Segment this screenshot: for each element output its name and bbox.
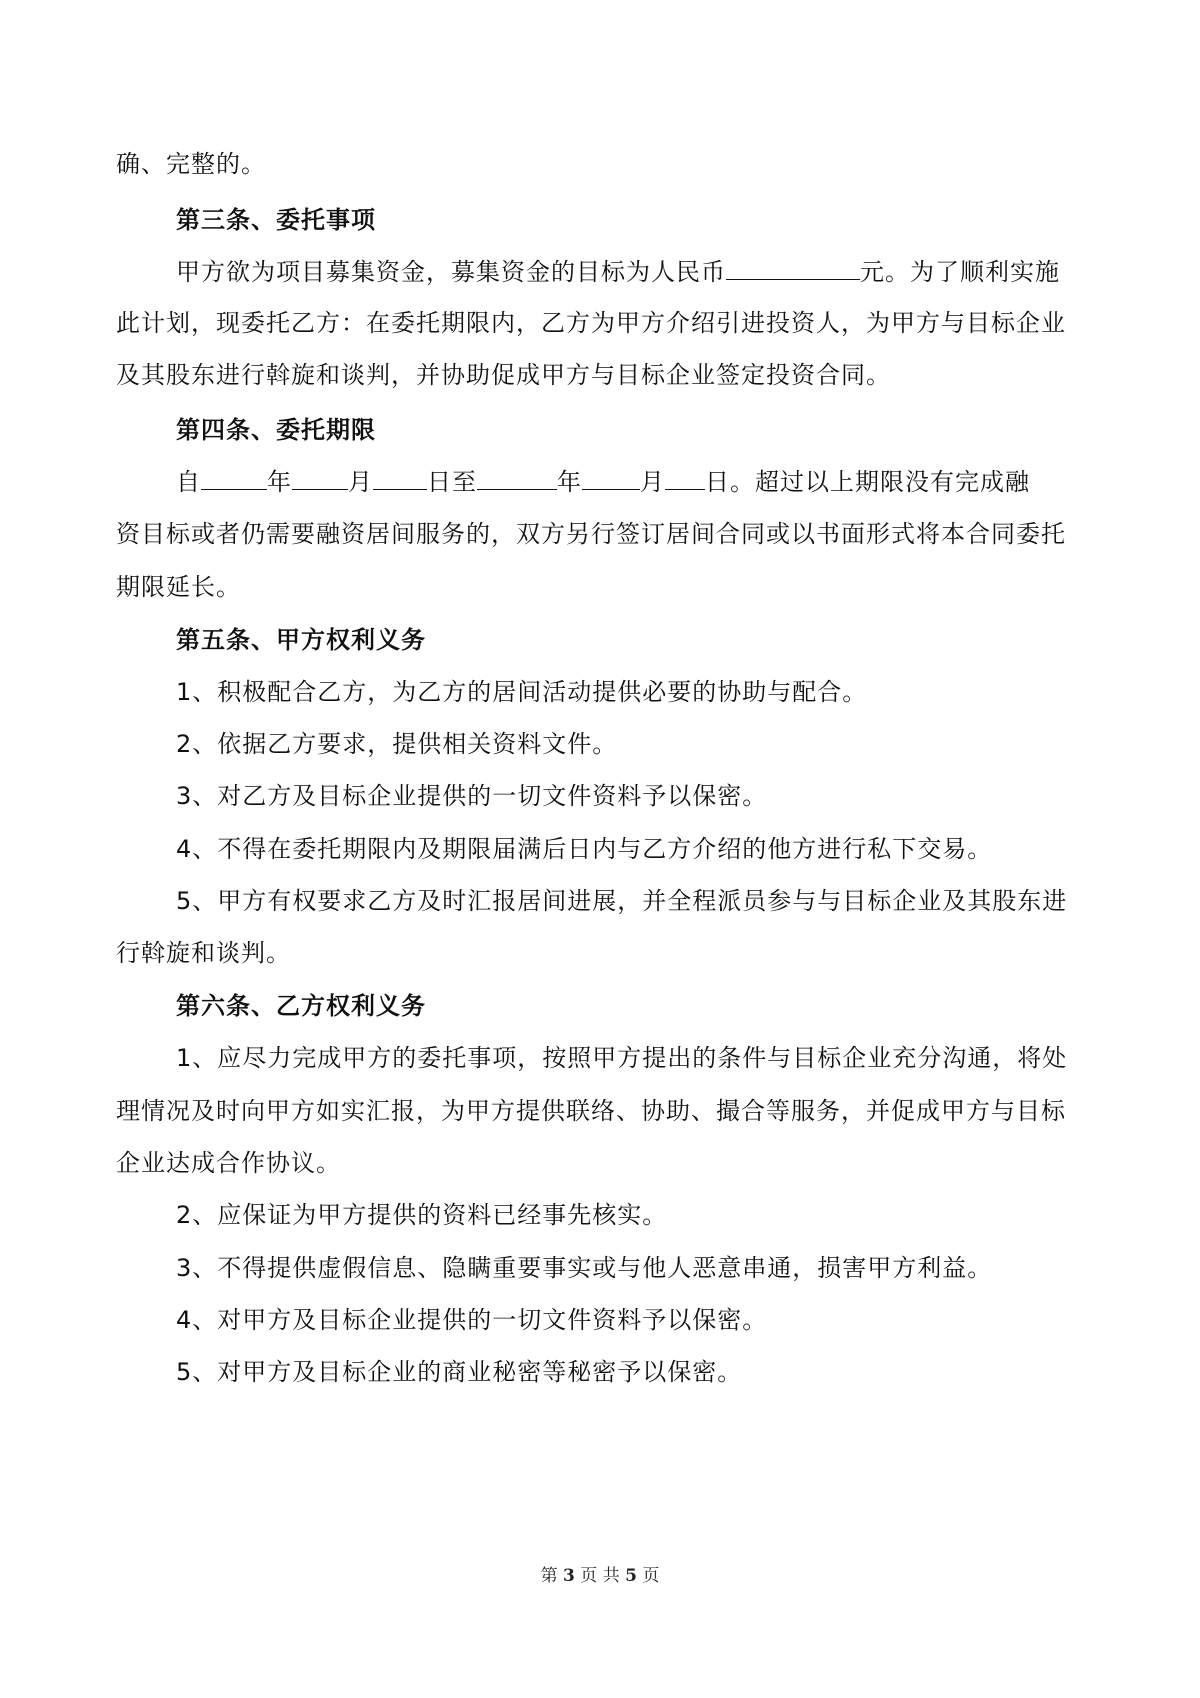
current-page-number: 3 xyxy=(563,1566,575,1586)
paragraph-line: 甲方欲为项目募集资金，募集资金的目标为人民币 元。为了顺利实施 xyxy=(0,252,1200,292)
paragraph-line: 期限延长。 xyxy=(116,573,241,601)
paragraph-line: 资目标或者仍需要融资居间服务的，双方另行签订居间合同或以书面形式将本合同委托 xyxy=(116,520,1066,548)
footer-prefix: 第 xyxy=(540,1566,558,1586)
end-day-blank xyxy=(665,463,705,490)
page-footer xyxy=(0,1564,1200,1588)
list-item: 1、积极配合乙方，为乙方的居间活动提供必要的协助与配合。 xyxy=(176,678,868,706)
list-item: 2、应保证为甲方提供的资料已经事先核实。 xyxy=(176,1201,668,1229)
list-item-continuation: 理情况及时向甲方如实汇报，为甲方提供联络、协助、撮合等服务，并促成甲方与目标 xyxy=(116,1097,1066,1125)
section-heading-5: 第五条、甲方权利义务 xyxy=(176,626,426,654)
list-item-continuation: 企业达成合作协议。 xyxy=(116,1149,341,1177)
section-heading-4: 第四条、委托期限 xyxy=(176,416,376,444)
amount-blank xyxy=(726,253,860,280)
list-item: 5、对甲方及目标企业的商业秘密等秘密予以保密。 xyxy=(176,1358,743,1386)
list-item: 3、不得提供虚假信息、隐瞒重要事实或与他人恶意串通，损害甲方利益。 xyxy=(176,1254,993,1282)
end-month-blank xyxy=(582,463,640,490)
list-item: 2、依据乙方要求，提供相关资料文件。 xyxy=(176,730,618,758)
list-item: 5、甲方有权要求乙方及时汇报居间进展，并全程派员参与与目标企业及其股东进 xyxy=(176,887,1068,915)
start-month-blank xyxy=(292,463,348,490)
footer-suffix: 页 xyxy=(642,1566,660,1586)
start-year-blank xyxy=(201,463,267,490)
list-item: 1、应尽力完成甲方的委托事项，按照甲方提出的条件与目标企业充分沟通，将处 xyxy=(176,1044,1068,1072)
paragraph-line: 自 年 月 日至 年 月 日。超过以上期限没有完成融 xyxy=(0,462,1200,502)
footer-middle: 页 共 xyxy=(580,1566,620,1586)
paragraph-line: 此计划，现委托乙方：在委托期限内，乙方为甲方介绍引进投资人，为甲方与目标企业 xyxy=(116,309,1066,337)
list-item: 4、不得在委托期限内及期限届满后日内与乙方介绍的他方进行私下交易。 xyxy=(176,835,993,863)
list-item: 3、对乙方及目标企业提供的一切文件资料予以保密。 xyxy=(176,782,768,810)
paragraph-line: 确、完整的。 xyxy=(116,150,266,178)
total-page-number: 5 xyxy=(625,1566,637,1586)
paragraph-line: 及其股东进行斡旋和谈判，并协助促成甲方与目标企业签定投资合同。 xyxy=(116,361,891,389)
start-day-blank xyxy=(373,463,427,490)
list-item-continuation: 行斡旋和谈判。 xyxy=(116,939,291,967)
section-heading-6: 第六条、乙方权利义务 xyxy=(176,992,426,1020)
end-year-blank xyxy=(477,463,557,490)
list-item: 4、对甲方及目标企业提供的一切文件资料予以保密。 xyxy=(176,1306,768,1334)
section-heading-3: 第三条、委托事项 xyxy=(176,206,376,234)
